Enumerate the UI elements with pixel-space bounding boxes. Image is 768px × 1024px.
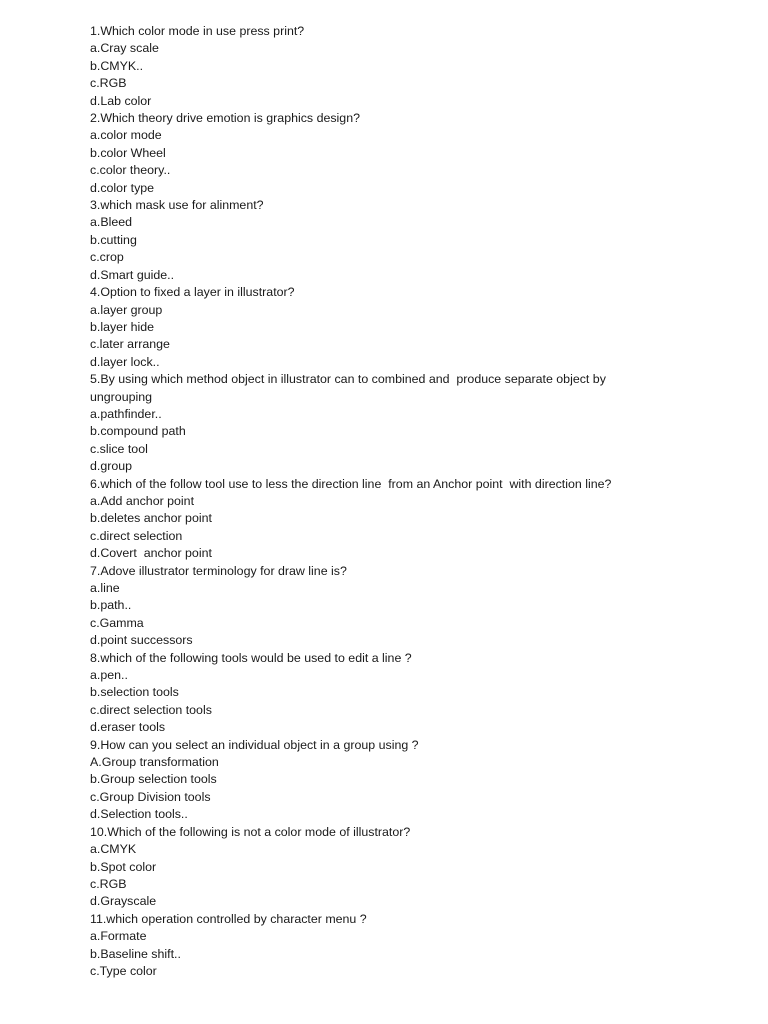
text-line: b.compound path — [90, 424, 186, 439]
question-line: 6.which of the follow tool use to less the direction line from an Anchor point with direction line? — [90, 476, 612, 491]
text-line: A.Group transformation — [90, 755, 219, 770]
text-line: b.Baseline shift.. — [90, 946, 181, 961]
text-line: a.layer group — [90, 302, 163, 317]
text-line: a.pen.. — [90, 668, 128, 683]
text-line: ungrouping — [90, 389, 153, 404]
text-line: a.CMYK — [90, 842, 137, 857]
question-line: 5.By using which method object in illustrator can to combined and produce separate object by — [90, 372, 606, 387]
text-line: c.direct selection tools — [90, 702, 212, 717]
question-line: 7.Adove illustrator terminology for draw line is? — [90, 563, 347, 578]
text-line: c.Group Division tools — [90, 789, 211, 804]
text-line: b.path.. — [90, 598, 132, 613]
text-line: d.Smart guide.. — [90, 267, 175, 282]
text-line: a.line — [90, 581, 120, 595]
text-line: a.Formate — [90, 929, 147, 944]
text-line: b.selection tools — [90, 685, 179, 700]
question-line: 8.which of the following tools would be used to edit a line ? — [90, 650, 412, 665]
text-line: d.point successors — [90, 633, 193, 648]
text-line: c.RGB — [90, 876, 127, 891]
text-line: b.color Wheel — [90, 145, 166, 160]
text-line: b.cutting — [90, 232, 137, 247]
text-line: b.Spot color — [90, 859, 157, 874]
text-line: b.layer hide — [90, 319, 155, 334]
text-line: c.later arrange — [90, 337, 170, 352]
text-line: c.direct selection — [90, 528, 183, 543]
text-line: c.color theory.. — [90, 163, 171, 178]
question-line: 1.Which color mode in use press print? — [90, 24, 305, 38]
text-line: d.Lab color — [90, 93, 152, 108]
text-line: b.CMYK.. — [90, 58, 144, 73]
question-line: 3.which mask use for alinment? — [90, 198, 264, 213]
text-line: c.RGB — [90, 76, 127, 91]
text-line: d.layer lock.. — [90, 354, 160, 369]
text-line: d.Grayscale — [90, 894, 157, 909]
question-line: 9.How can you select an individual object in a group using ? — [90, 737, 419, 752]
text-line: a.Bleed — [90, 215, 133, 230]
text-line: d.group — [90, 459, 133, 474]
question-line: 2.Which theory drive emotion is graphics design? — [90, 111, 360, 126]
question-line: 4.Option to fixed a layer in illustrator? — [90, 285, 295, 300]
text-line: d.color type — [90, 180, 155, 195]
text-line: c.Gamma — [90, 615, 144, 630]
text-line: c.crop — [90, 250, 124, 265]
text-line: b.Group selection tools — [90, 772, 217, 787]
text-line: d.eraser tools — [90, 720, 166, 735]
text-line: c.Type color — [90, 963, 157, 978]
text-line: a.Add anchor point — [90, 493, 195, 508]
question-line: 10.Which of the following is not a color mode of illustrator? — [90, 824, 411, 839]
text-line: b.deletes anchor point — [90, 511, 212, 526]
text-line: c.slice tool — [90, 441, 148, 456]
quiz-text-block — [90, 23, 730, 980]
text-line: a.Cray scale — [90, 41, 159, 56]
text-line: d.Selection tools.. — [90, 807, 188, 822]
text-line: a.color mode — [90, 128, 162, 143]
text-line: d.Covert anchor point — [90, 546, 212, 561]
question-line: 11.which operation controlled by character menu ? — [90, 911, 367, 926]
text-line: a.pathfinder.. — [90, 406, 162, 421]
